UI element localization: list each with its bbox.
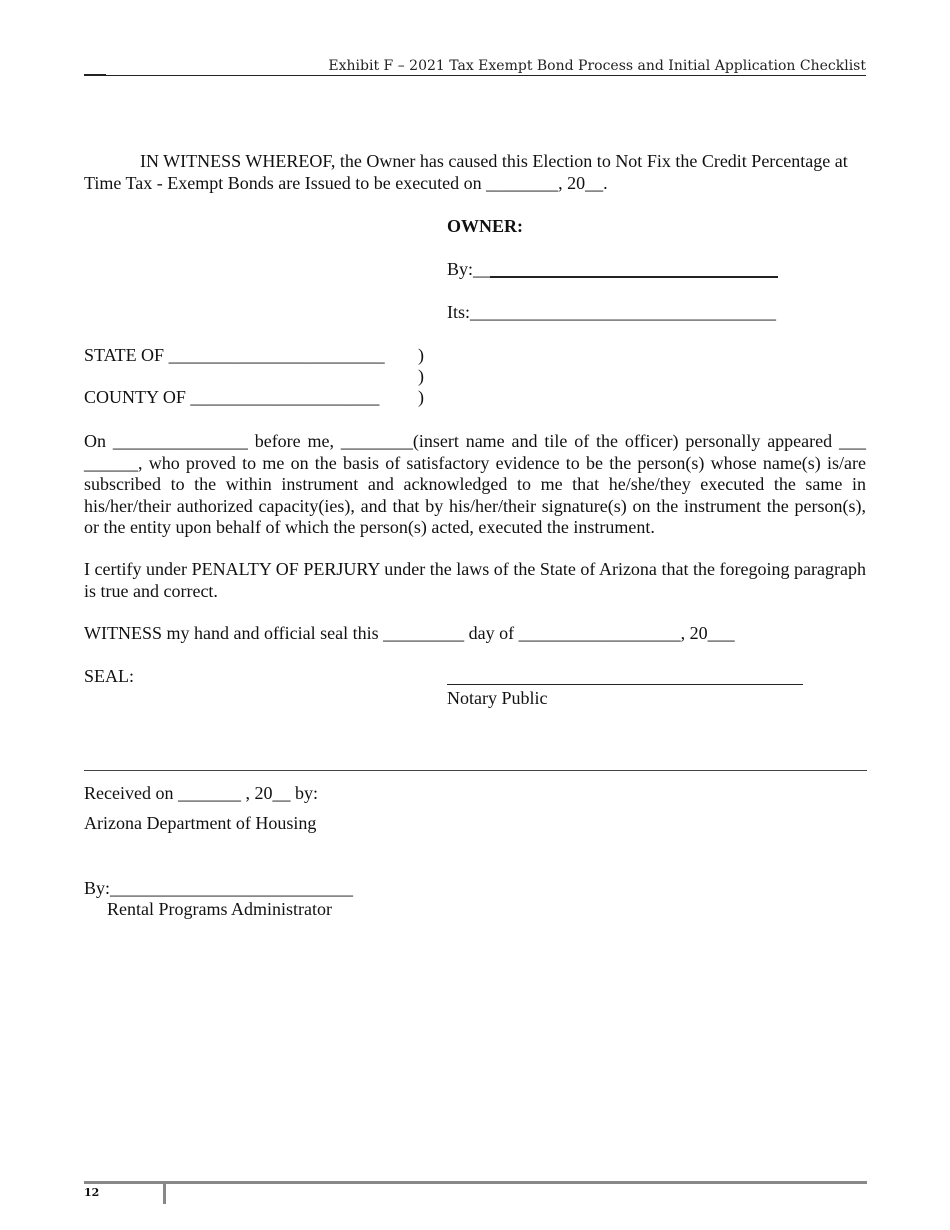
owner-its-label: Its:__________________________________ (447, 302, 777, 322)
venue-paren: ) (418, 387, 424, 407)
section-divider (84, 770, 867, 771)
notary-public-label: Notary Public (447, 688, 548, 708)
footer-rule (84, 1181, 867, 1184)
department-name: Arizona Department of Housing (84, 813, 317, 833)
witness-seal-line: WITNESS my hand and official seal this _________ day of __________________, 20___ (84, 623, 735, 643)
header-title: Exhibit F – 2021 Tax Exempt Bond Process and Initial Application Checklist (328, 58, 866, 74)
county-of-line: COUNTY OF _____________________ (84, 387, 380, 407)
owner-by-label: By:__ (447, 259, 492, 279)
acknowledgment-paragraph: On _______________ before me, ________(insert name and tile of the officer) personally appeared ___ ______, who proved to me on the basis of satisfactory evidence to be the person(s) whose name(s) is/are subscribed to the within instrument and acknowledged to me that he/she/they executed the same in his/her/their authorized capacity(ies), and that by his/her/their signature(s) on the instrument the person(s), or the entity upon behalf of which the person(s) acted, executed the instrument. (84, 431, 866, 537)
owner-label: OWNER: (447, 216, 523, 236)
seal-label: SEAL: (84, 666, 135, 686)
footer-divider-tick (163, 1181, 166, 1204)
state-of-line: STATE OF ________________________ (84, 345, 385, 365)
header-rule (84, 75, 866, 76)
administrator-title: Rental Programs Administrator (107, 899, 332, 919)
received-on-line: Received on _______ , 20__ by: (84, 783, 318, 803)
venue-paren: ) (418, 366, 424, 386)
notary-signature-line[interactable] (447, 684, 803, 685)
venue-paren: ) (418, 345, 424, 365)
witness-clause: IN WITNESS WHEREOF, the Owner has caused this Election to Not Fix the Credit Percentage at Time Tax - Exempt Bonds are Issued to be executed on ________, 20__. (84, 151, 848, 193)
receipt-by-line: By:___________________________ (84, 878, 354, 898)
perjury-paragraph: I certify under PENALTY OF PERJURY under the laws of the State of Arizona that the foregoing paragraph is true and correct. (84, 559, 866, 601)
owner-signature-line[interactable] (490, 276, 778, 278)
page-number: 12 (84, 1186, 100, 1199)
